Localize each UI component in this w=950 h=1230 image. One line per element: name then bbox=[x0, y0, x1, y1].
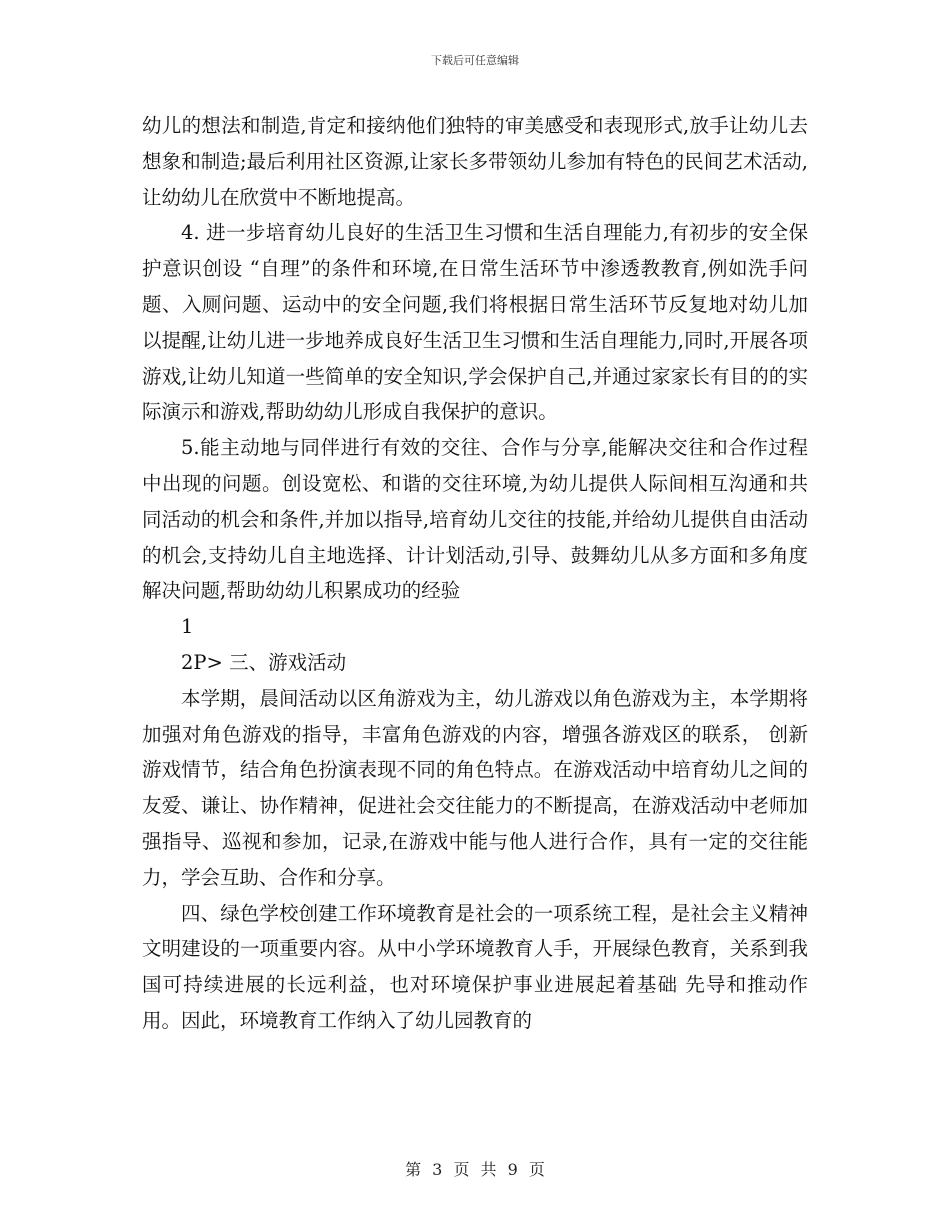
paragraph-game-activities: 本学期，晨间活动以区角游戏为主，幼儿游戏以角色游戏为主，本学期将加强对角色游戏的指导，丰富角色游戏的内容，增强各游戏区的联系， 创新游戏情节，结合角色扮演表现不同的角色特点。在游戏活动中培育幼儿之间的友爱、谦让、协作精神，促进社会交往能力的不断提高，在游戏活动中老师加强指导、巡视和参加，记录,在游戏中能与他人进行合作，具有一定的交往能力，学会互助、合作和分享。 bbox=[142, 686, 808, 889]
page-number-footer: 第 3 页 共 9 页 bbox=[405, 1160, 545, 1179]
document-body bbox=[142, 108, 808, 1039]
page-header-note: 下载后可任意编辑 bbox=[431, 54, 519, 67]
paragraph-art-activities-continued: 幼儿的想法和制造,肯定和接纳他们独特的审美感受和表现形式,放手让幼儿去想象和制造;最后利用社区资源,让家长多带领幼儿参加有特色的民间艺术活动,让幼幼儿在欣赏中不断地提高。 bbox=[142, 114, 808, 209]
paragraph-green-school: 四、绿色学校创建工作环境教育是社会的一项系统工程，是社会主义精神文明建设的一项重要内容。从中小学环境教育人手，开展绿色教育，关系到我国可持续进展的长远利益，也对环境保护事业进展起着基础 先导和推动作用。因此，环境教育工作纳入了幼儿园教育的 bbox=[142, 901, 808, 1032]
paragraph-item-4-hygiene-habits: 4. 进一步培育幼儿良好的生活卫生习惯和生活自理能力,有初步的安全保护意识创设 “自理”的条件和环境,在日常生活环节中渗透教教育,例如洗手问题、入厕问题、运动中的安全问题,我们将根据日常生活环节反复地对幼儿加以提醒,让幼儿进一步地养成良好生活卫生习惯和生活自理能力,同时,开展各项游戏,让幼儿知道一些简单的安全知识,学会保护自己,并通过家家长有目的的实际演示和游戏,帮助幼幼儿形成自我保护的意识。 bbox=[142, 221, 808, 424]
paragraph-item-5-peer-interaction: 5.能主动地与同伴进行有效的交往、合作与分享,能解决交往和合作过程中出现的问题。创设宽松、和谐的交往环境,为幼儿提供人际间相互沟通和共同活动的机会和条件,并加以指导,培育幼儿交往的技能,并给幼儿提供自由活动的机会,支持幼儿自主地选择、计计划活动,引导、鼓舞幼儿从多方面和多角度解决问题,帮助幼幼儿积累成功的经验 bbox=[142, 436, 808, 603]
paragraph-stray-number: 1 bbox=[181, 615, 194, 639]
section-heading-game-activities: 2P> 三、游戏活动 bbox=[181, 650, 347, 674]
